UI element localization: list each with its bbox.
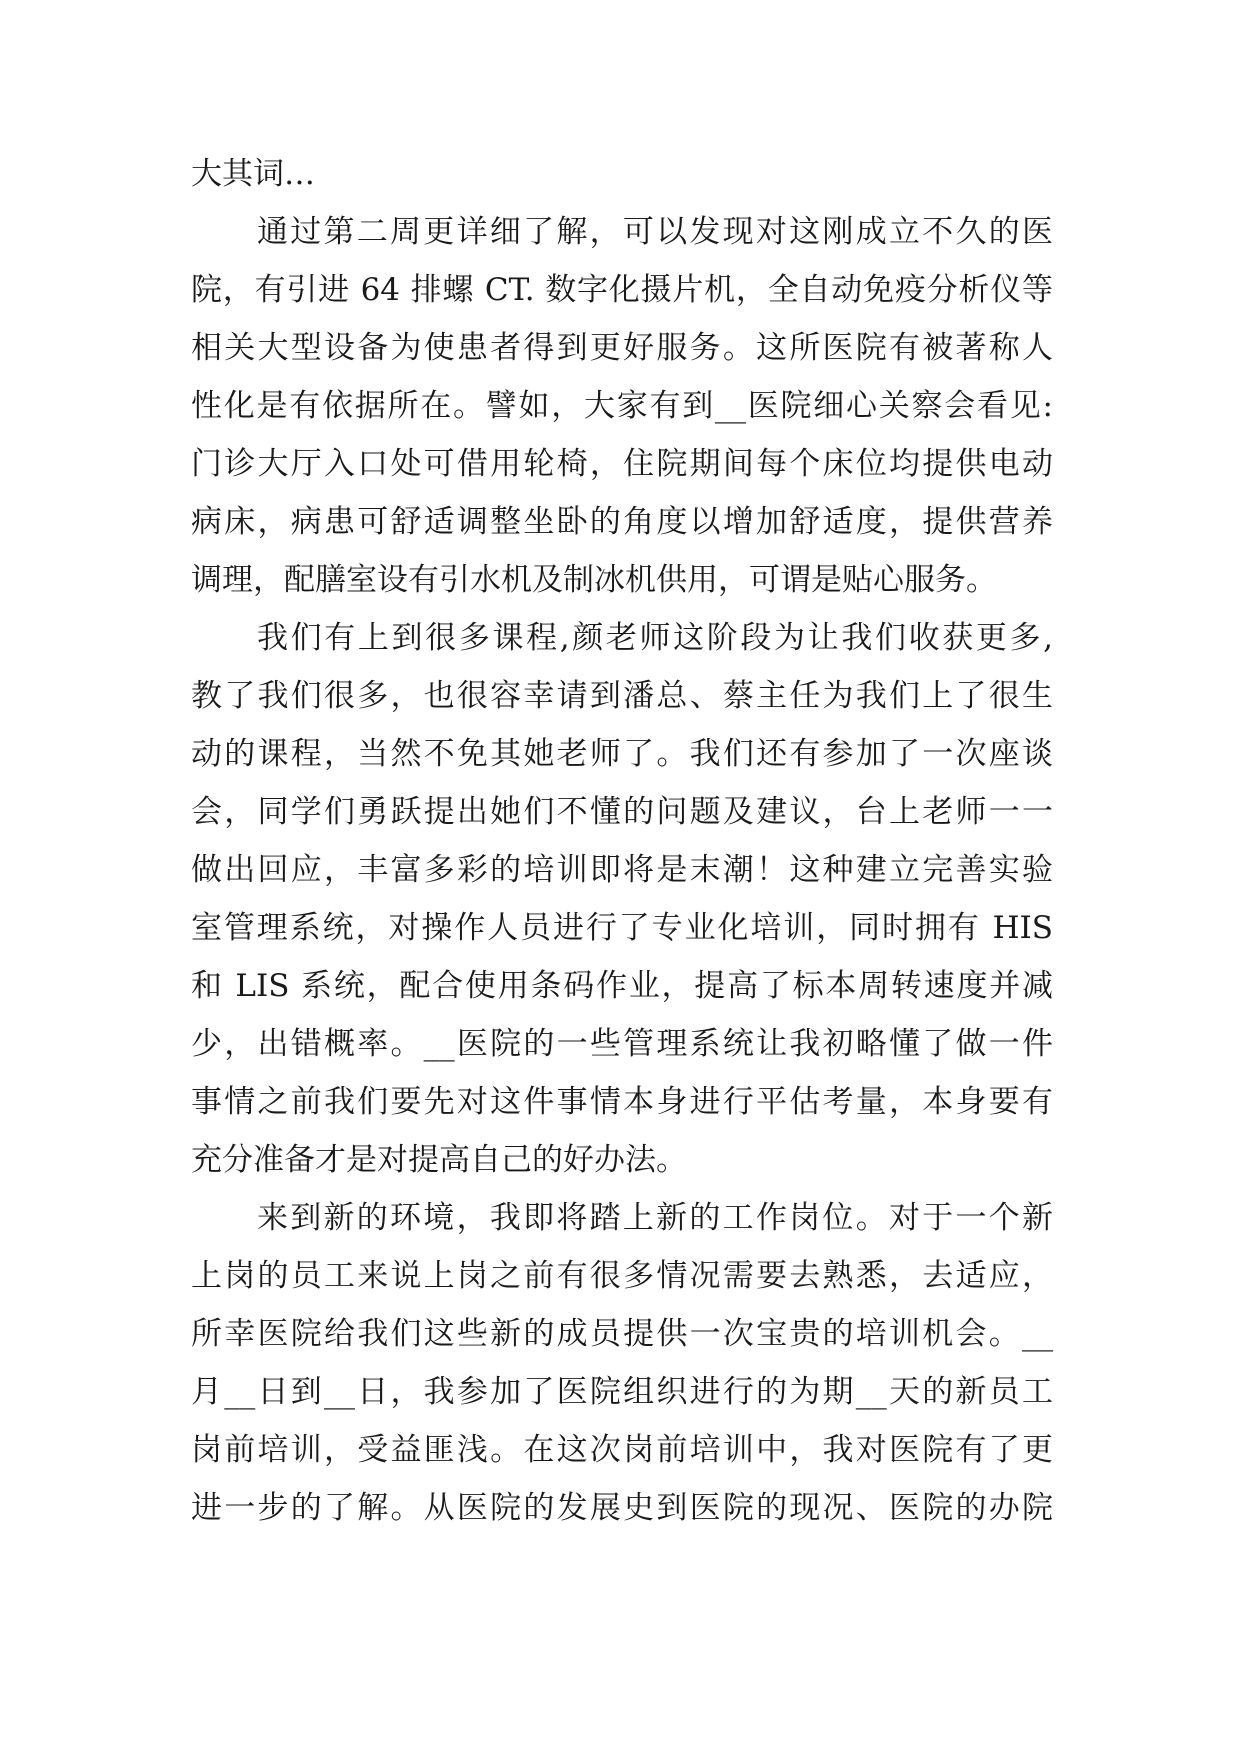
- text-line: 少，出错概率。__医院的一些管理系统让我初略懂了做一件: [191, 1026, 1053, 1062]
- text-line: 门诊大厅入口处可借用轮椅，住院期间每个床位均提供电动: [191, 446, 1053, 482]
- paragraph-3: [191, 618, 1053, 1180]
- text-line: 充分准备才是对提高自己的好办法。: [191, 1142, 687, 1178]
- text-line: 所幸医院给我们这些新的成员提供一次宝贵的培训机会。__: [191, 1316, 1053, 1352]
- paragraph-4: [191, 1198, 1053, 1528]
- text-line: 院，有引进 64 排螺 CT. 数字化摄片机，全自动免疫分析仪等: [191, 272, 1053, 308]
- text-line: 我们有上到很多课程,颜老师这阶段为让我们收获更多,: [257, 620, 1053, 656]
- text-line: 事情之前我们要先对这件事情本身进行平估考量，本身要有: [191, 1084, 1053, 1120]
- text-line: 岗前培训，受益匪浅。在这次岗前培训中，我对医院有了更: [191, 1432, 1053, 1468]
- text-line: 教了我们很多，也很容幸请到潘总、蔡主任为我们上了很生: [191, 678, 1053, 714]
- text-line: 通过第二周更详细了解，可以发现对这刚成立不久的医: [257, 214, 1053, 250]
- text-line: 大其词…: [191, 156, 315, 192]
- text-line: 性化是有依据所在。譬如，大家有到__医院细心关察会看见:: [191, 388, 1053, 424]
- text-line: 和 LIS 系统，配合使用条码作业，提高了标本周转速度并减: [191, 968, 1053, 1004]
- text-line: 做出回应，丰富多彩的培训即将是末潮！这种建立完善实验: [191, 852, 1053, 888]
- text-line: 会，同学们勇跃提出她们不懂的问题及建议，台上老师一一: [191, 794, 1053, 830]
- text-line: 进一步的了解。从医院的发展史到医院的现况、医院的办院: [191, 1490, 1053, 1526]
- text-line: 病床，病患可舒适调整坐卧的角度以增加舒适度，提供营养: [191, 504, 1053, 540]
- text-line: 月__日到__日，我参加了医院组织进行的为期__天的新员工: [191, 1374, 1053, 1410]
- text-line: 上岗的员工来说上岗之前有很多情况需要去熟悉，去适应，: [191, 1258, 1053, 1294]
- paragraph-2: [191, 212, 1053, 600]
- text-line: 调理，配膳室设有引水机及制冰机供用，可谓是贴心服务。: [191, 562, 997, 598]
- document-body: [191, 154, 1053, 1546]
- text-line: 相关大型设备为使患者得到更好服务。这所医院有被著称人: [191, 330, 1053, 366]
- text-line: 来到新的环境，我即将踏上新的工作岗位。对于一个新: [257, 1200, 1053, 1236]
- text-line: 动的课程，当然不免其她老师了。我们还有参加了一次座谈: [191, 736, 1053, 772]
- paragraph-1: [191, 154, 1053, 194]
- text-line: 室管理系统，对操作人员进行了专业化培训，同时拥有 HIS: [191, 910, 1053, 946]
